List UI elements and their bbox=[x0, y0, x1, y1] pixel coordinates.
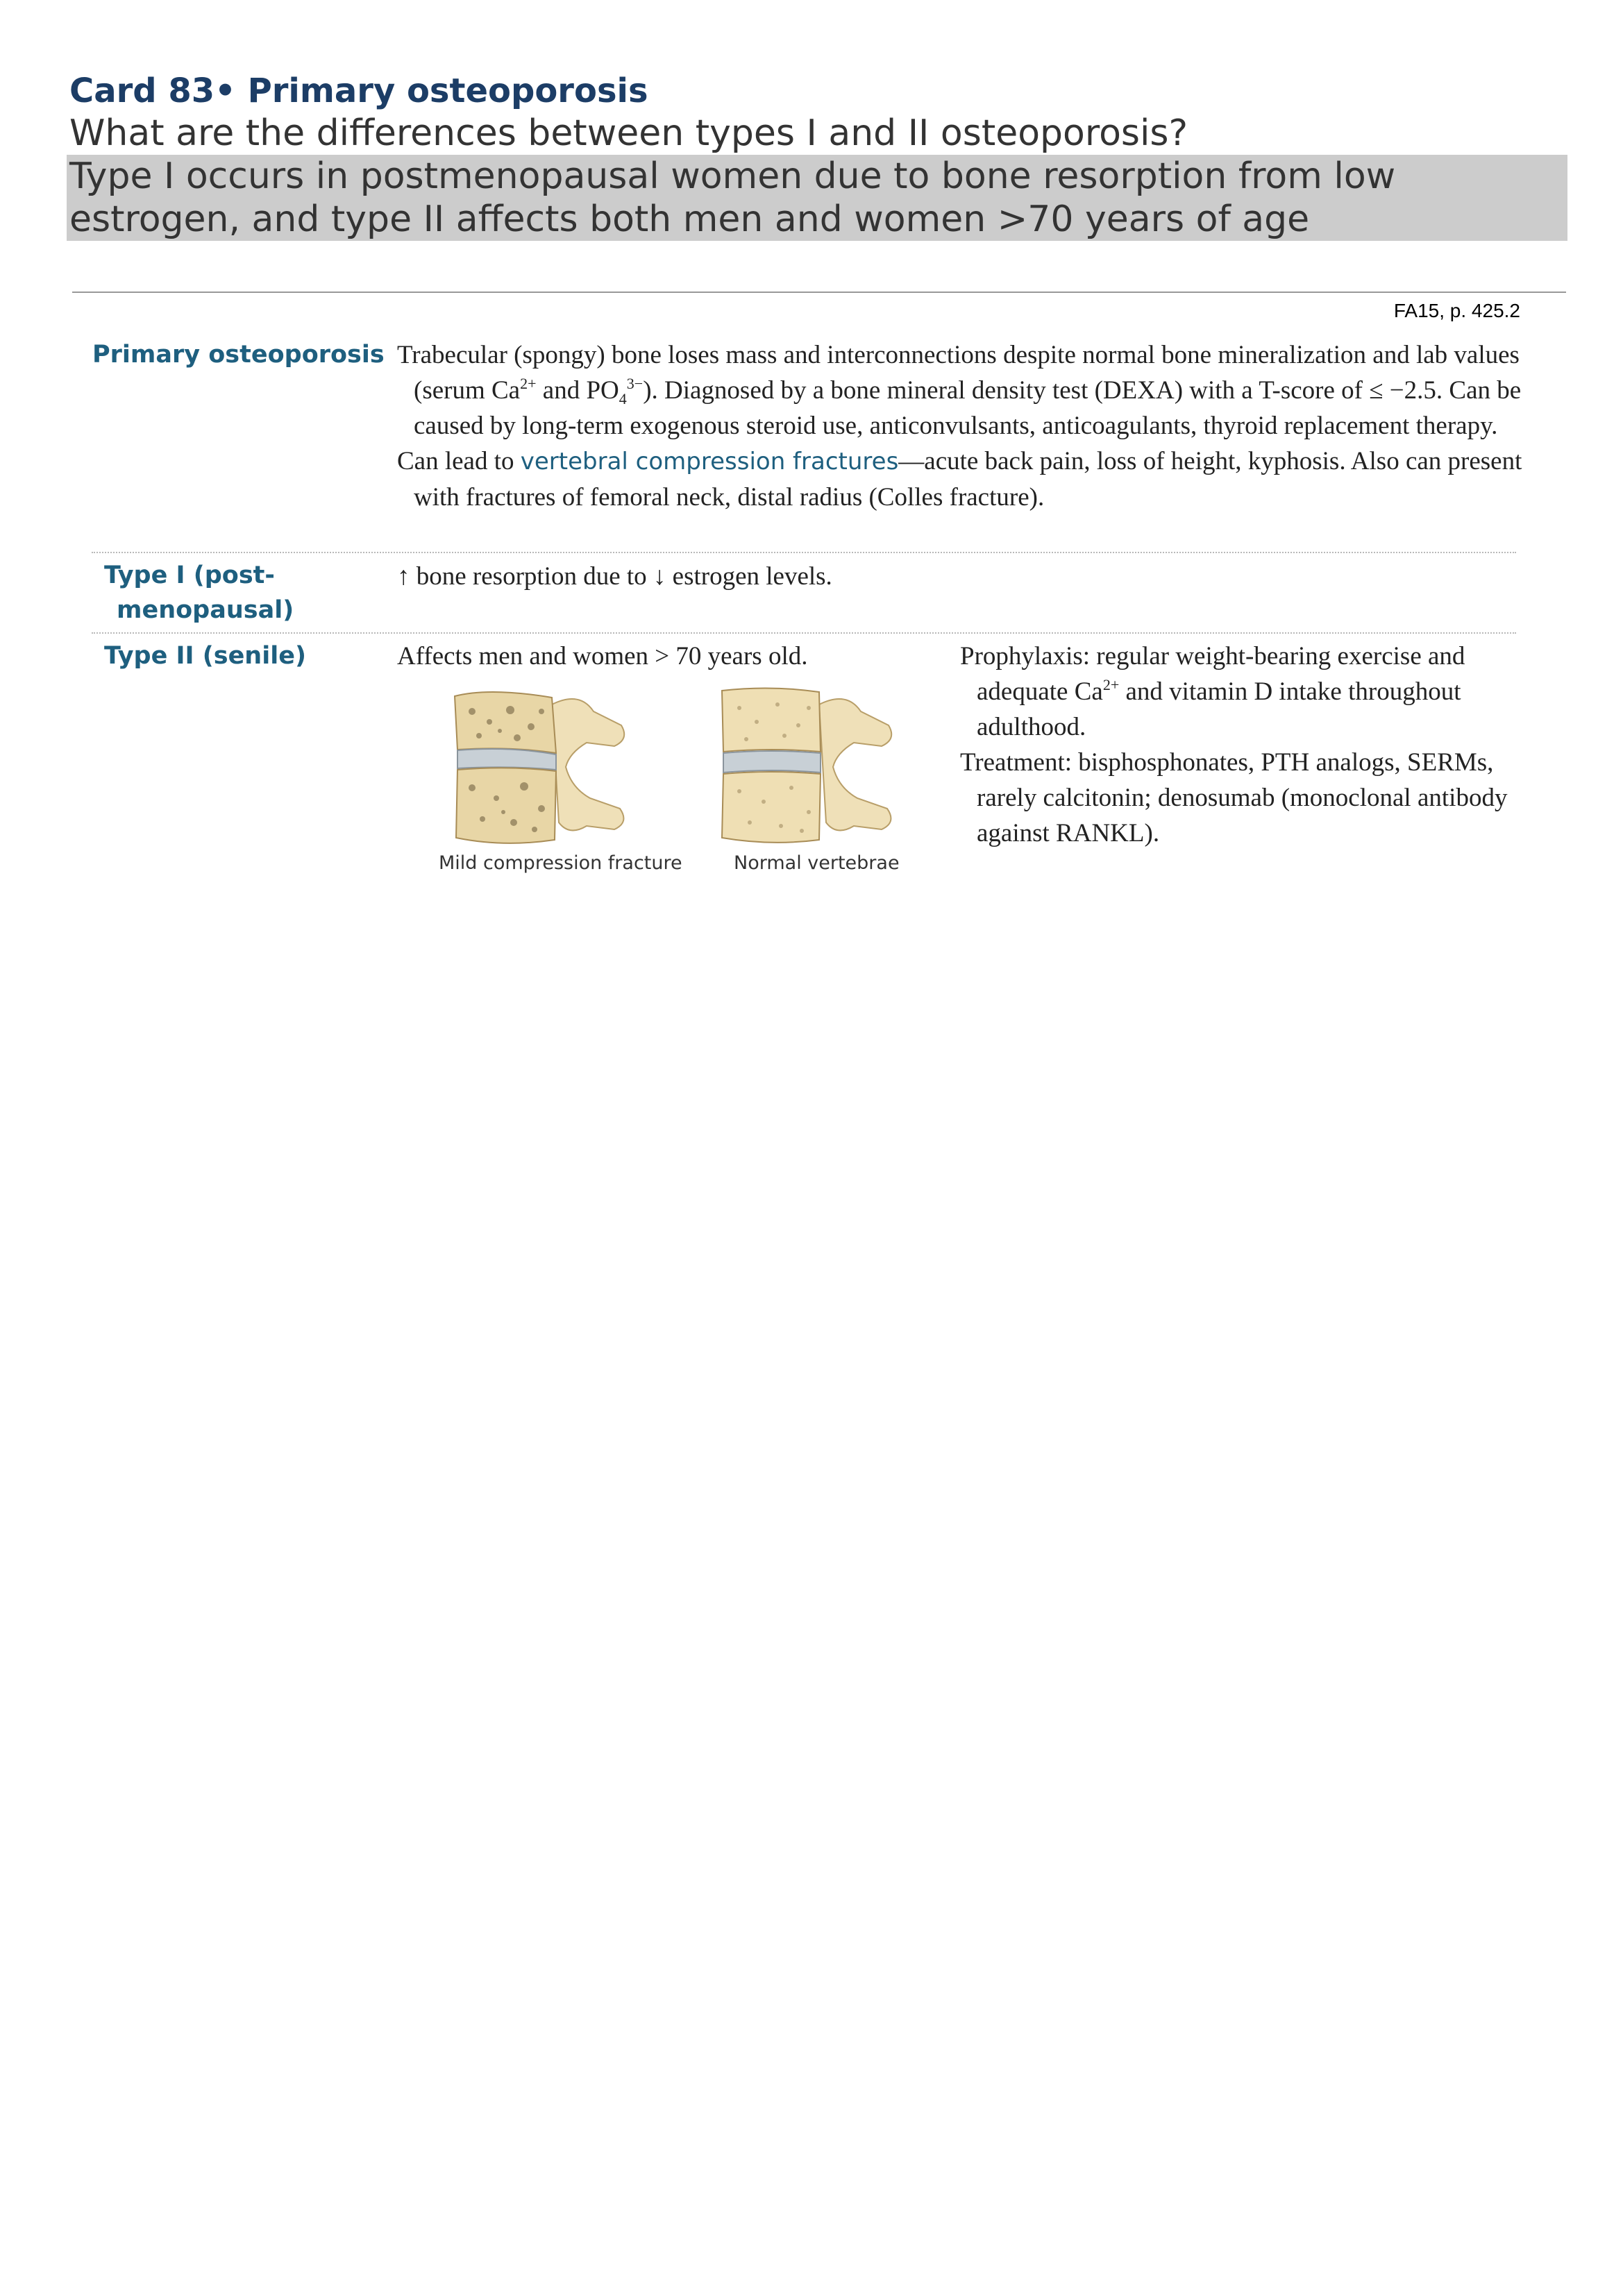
row-divider-2 bbox=[92, 632, 1516, 634]
caption-mild-compression-fracture: Mild compression fracture bbox=[439, 852, 682, 874]
type-1-body: ↑ bone resorption due to ↓ estrogen levels. bbox=[397, 562, 832, 591]
label-type-2: Type II (senile) bbox=[104, 642, 306, 670]
treatment-paragraph: Treatment: bisphosphonates, PTH analogs, SERMs, rarely calcitonin; denosumab (monoclonal antibody against RANKL). bbox=[960, 748, 1508, 847]
fracture-vertebrae-illustration bbox=[448, 684, 635, 854]
card-number: Card 83• bbox=[69, 71, 236, 110]
label-type-1: Type I (post- menopausal) bbox=[104, 562, 294, 624]
type-2-right-text bbox=[960, 639, 1522, 851]
card-topic: Primary osteoporosis bbox=[247, 71, 648, 110]
up-arrow-icon: ↑ bbox=[397, 562, 410, 591]
primary-complications-paragraph: Can lead to vertebral compression fractures—acute back pain, loss of height, kyphosis. Also can present with fractures of femoral neck, distal radius (Colles fracture). bbox=[397, 447, 1522, 512]
source-reference: FA15, p. 425.2 bbox=[1393, 300, 1520, 321]
type-2-left-text: Affects men and women > 70 years old. bbox=[397, 642, 808, 670]
question-text: What are the differences between types I and II osteoporosis? bbox=[69, 112, 1188, 154]
prophylaxis-paragraph: Prophylaxis: regular weight-bearing exercise and adequate $Ca^{2+}$ and vitamin D intake throughout adulthood. bbox=[960, 642, 1465, 741]
row-divider-1 bbox=[92, 552, 1516, 553]
down-arrow-icon: ↓ bbox=[653, 562, 666, 591]
caption-normal-vertebrae: Normal vertebrae bbox=[734, 852, 900, 874]
primary-osteoporosis-body bbox=[397, 337, 1536, 515]
top-divider bbox=[72, 292, 1566, 293]
primary-definition-paragraph: Trabecular (spongy) bone loses mass and interconnections despite normal bone mineralization and lab values (serum $Ca^{2+}$ and $PO_4^{3-}$). Diagnosed by a bone mineral density test (DEXA) with a T-score of ≤ −2.5. Can be caused by long-term exogenous steroid use, anticonvulsants, anticoagulants, thyroid replacement therapy. bbox=[397, 341, 1522, 440]
answer-block: Type I occurs in postmenopausal women due to bone resorption from low estrogen, and type II affects both men and women >70 years of age bbox=[67, 155, 1567, 241]
normal-vertebrae-illustration bbox=[715, 684, 902, 854]
label-primary-osteoporosis: Primary osteoporosis bbox=[92, 341, 385, 369]
vertebral-fracture-link[interactable]: vertebral compression fractures bbox=[520, 448, 899, 475]
card-title bbox=[69, 68, 1562, 114]
